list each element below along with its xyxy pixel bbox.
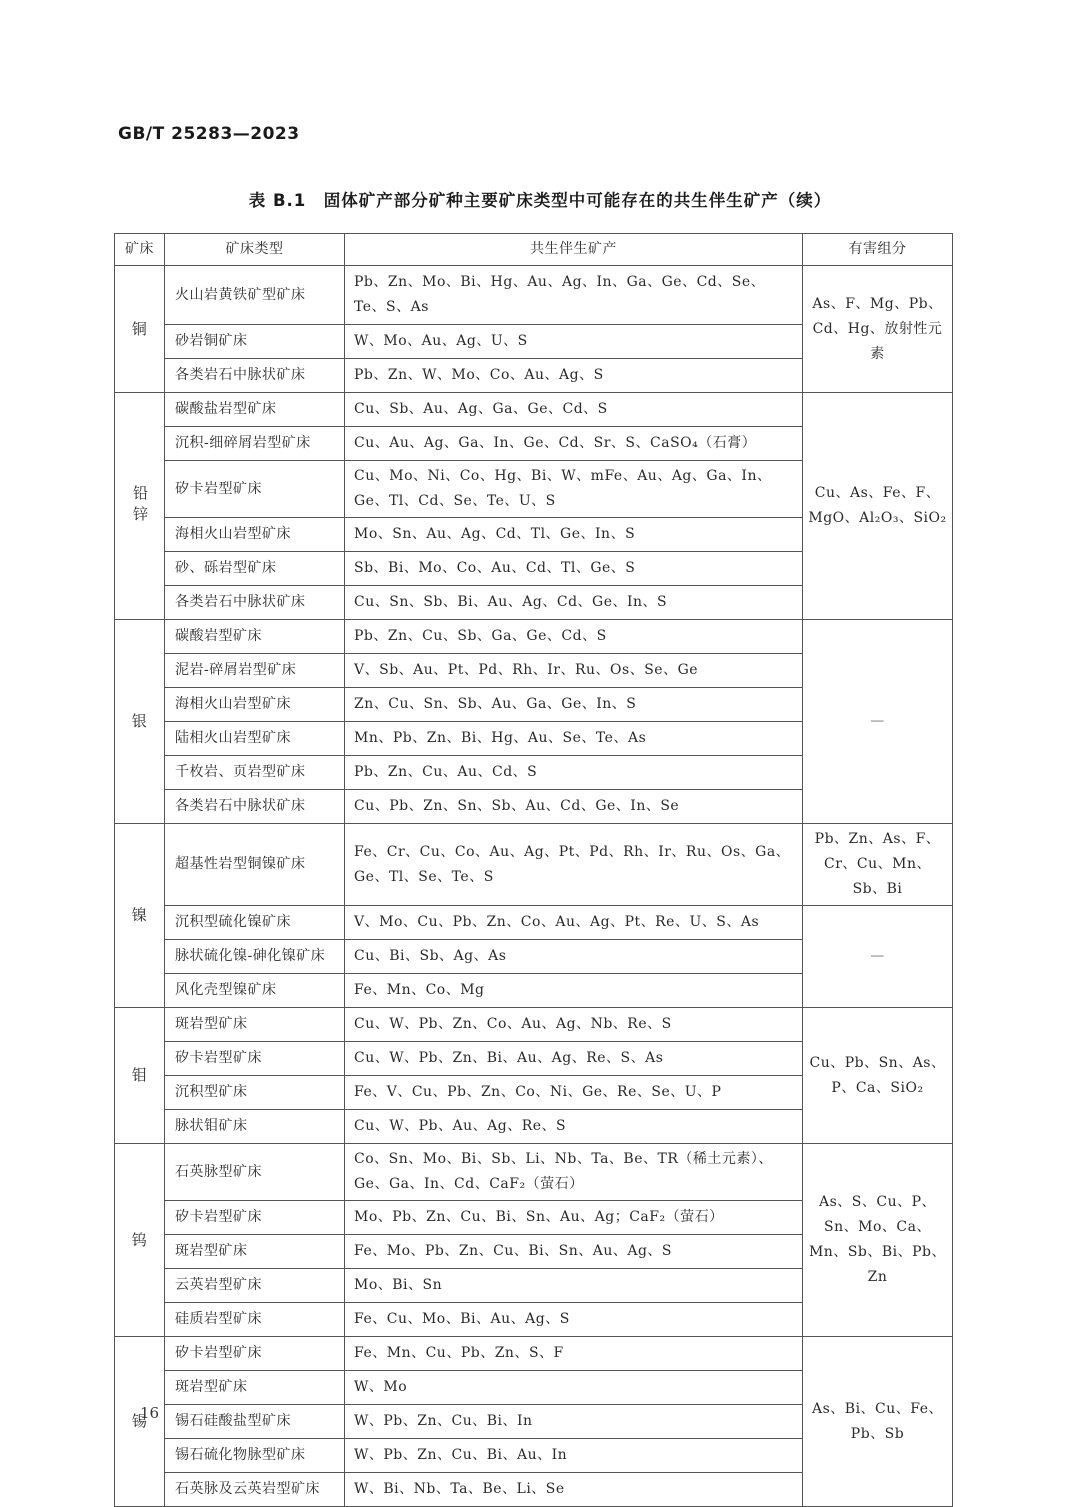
deposit-type-cell: 火山岩黄铁矿型矿床 — [165, 266, 345, 325]
deposit-type-cell: 沉积型硫化镍矿床 — [165, 906, 345, 940]
associated-minerals-cell: W、Bi、Nb、Ta、Be、Li、Se — [345, 1473, 803, 1507]
associated-minerals-cell: Fe、Cr、Cu、Co、Au、Ag、Pt、Pd、Rh、Ir、Ru、Os、Ga、Ge、Tl、Se、Te、S — [345, 824, 803, 906]
deposit-type-cell: 砂、砾岩型矿床 — [165, 552, 345, 586]
table-row — [115, 1144, 953, 1201]
mineral-cell: 钨 — [115, 1144, 165, 1337]
deposit-type-cell: 陆相火山岩型矿床 — [165, 722, 345, 756]
harmful-components-cell: Pb、Zn、As、F、Cr、Cu、Mn、Sb、Bi — [803, 824, 953, 906]
associated-minerals-cell: Mo、Bi、Sn — [345, 1269, 803, 1303]
harmful-components-cell: — — [803, 906, 953, 1008]
associated-minerals-cell: Zn、Cu、Sn、Sb、Au、Ga、Ge、In、S — [345, 688, 803, 722]
associated-minerals-cell: W、Pb、Zn、Cu、Bi、Au、In — [345, 1439, 803, 1473]
deposit-type-cell: 碳酸岩型矿床 — [165, 620, 345, 654]
associated-minerals-cell: Cu、W、Pb、Zn、Co、Au、Ag、Nb、Re、S — [345, 1008, 803, 1042]
deposit-type-cell: 沉积-细碎屑岩型矿床 — [165, 427, 345, 461]
mineral-cell: 银 — [115, 620, 165, 824]
associated-minerals-cell: W、Pb、Zn、Cu、Bi、In — [345, 1405, 803, 1439]
deposit-type-cell: 海相火山岩型矿床 — [165, 688, 345, 722]
deposit-type-cell: 云英岩型矿床 — [165, 1269, 345, 1303]
associated-minerals-cell: Co、Sn、Mo、Bi、Sb、Li、Nb、Ta、Be、TR（稀土元素）、Ge、Ga、In、Cd、CaF₂（萤石） — [345, 1144, 803, 1201]
deposit-type-cell: 各类岩石中脉状矿床 — [165, 586, 345, 620]
associated-minerals-cell: Fe、Mo、Pb、Zn、Cu、Bi、Sn、Au、Ag、S — [345, 1235, 803, 1269]
deposit-type-cell: 斑岩型矿床 — [165, 1235, 345, 1269]
deposit-type-cell: 斑岩型矿床 — [165, 1371, 345, 1405]
table-row — [115, 906, 953, 940]
harmful-components-cell: — — [803, 620, 953, 824]
associated-minerals-cell: Pb、Zn、W、Mo、Co、Au、Ag、S — [345, 359, 803, 393]
associated-minerals-cell: Mn、Pb、Zn、Bi、Hg、Au、Se、Te、As — [345, 722, 803, 756]
deposit-type-cell: 锡石硫化物脉型矿床 — [165, 1439, 345, 1473]
deposit-type-cell: 石英脉及云英岩型矿床 — [165, 1473, 345, 1507]
deposit-type-cell: 矽卡岩型矿床 — [165, 1337, 345, 1371]
associated-minerals-cell: Cu、Au、Ag、Ga、In、Ge、Cd、Sr、S、CaSO₄（石膏） — [345, 427, 803, 461]
associated-minerals-cell: Pb、Zn、Cu、Sb、Ga、Ge、Cd、S — [345, 620, 803, 654]
standard-code: GB/T 25283—2023 — [118, 124, 300, 144]
associated-minerals-cell: Cu、Sb、Au、Ag、Ga、Ge、Cd、S — [345, 393, 803, 427]
mineral-cell: 铜 — [115, 266, 165, 393]
deposit-type-cell: 超基性岩型铜镍矿床 — [165, 824, 345, 906]
associated-minerals-cell: Cu、W、Pb、Zn、Bi、Au、Ag、Re、S、As — [345, 1042, 803, 1076]
table-row — [115, 266, 953, 325]
harmful-components-cell: As、Bi、Cu、Fe、Pb、Sb — [803, 1337, 953, 1507]
harmful-components-cell: Cu、Pb、Sn、As、P、Ca、SiO₂ — [803, 1008, 953, 1144]
associated-minerals-cell: Mo、Sn、Au、Ag、Cd、Tl、Ge、In、S — [345, 518, 803, 552]
associated-minerals-cell: Cu、Sn、Sb、Bi、Au、Ag、Cd、Ge、In、S — [345, 586, 803, 620]
deposit-type-cell: 各类岩石中脉状矿床 — [165, 790, 345, 824]
table-header-row — [115, 234, 953, 266]
associated-minerals-cell: W、Mo、Au、Ag、U、S — [345, 325, 803, 359]
deposit-type-cell: 风化壳型镍矿床 — [165, 974, 345, 1008]
deposit-type-cell: 沉积型矿床 — [165, 1076, 345, 1110]
associated-minerals-cell: Cu、Bi、Sb、Ag、As — [345, 940, 803, 974]
table-caption: 表 B.1 固体矿产部分矿种主要矿床类型中可能存在的共生伴生矿产（续） — [248, 191, 832, 210]
deposit-type-cell: 各类岩石中脉状矿床 — [165, 359, 345, 393]
associated-minerals-cell: Pb、Zn、Cu、Au、Cd、S — [345, 756, 803, 790]
deposit-type-cell: 石英脉型矿床 — [165, 1144, 345, 1201]
mineral-cell: 铅锌 — [115, 393, 165, 620]
associated-minerals-cell: Pb、Zn、Mo、Bi、Hg、Au、Ag、In、Ga、Ge、Cd、Se、Te、S、As — [345, 266, 803, 325]
harmful-components-cell: As、S、Cu、P、Sn、Mo、Ca、Mn、Sb、Bi、Pb、Zn — [803, 1144, 953, 1337]
harmful-components-cell: Cu、As、Fe、F、MgO、Al₂O₃、SiO₂ — [803, 393, 953, 620]
associated-minerals-cell: V、Sb、Au、Pt、Pd、Rh、Ir、Ru、Os、Se、Ge — [345, 654, 803, 688]
associated-minerals-cell: Fe、Mn、Cu、Pb、Zn、S、F — [345, 1337, 803, 1371]
deposit-type-cell: 碳酸盐岩型矿床 — [165, 393, 345, 427]
deposit-type-cell: 锡石硅酸盐型矿床 — [165, 1405, 345, 1439]
deposit-type-cell: 砂岩铜矿床 — [165, 325, 345, 359]
mineral-cell: 钼 — [115, 1008, 165, 1144]
harmful-components-cell: As、F、Mg、Pb、Cd、Hg、放射性元素 — [803, 266, 953, 393]
deposit-type-cell: 矽卡岩型矿床 — [165, 1042, 345, 1076]
deposit-type-cell: 矽卡岩型矿床 — [165, 1201, 345, 1235]
associated-minerals-cell: Cu、Pb、Zn、Sn、Sb、Au、Cd、Ge、In、Se — [345, 790, 803, 824]
table-row — [115, 1008, 953, 1042]
deposit-type-cell: 脉状钼矿床 — [165, 1110, 345, 1144]
associated-minerals-cell: Cu、Mo、Ni、Co、Hg、Bi、W、mFe、Au、Ag、Ga、In、Ge、Tl、Cd、Se、Te、U、S — [345, 461, 803, 518]
mineral-cell: 锡 — [115, 1337, 165, 1507]
associated-minerals-cell: W、Mo — [345, 1371, 803, 1405]
deposit-type-cell: 斑岩型矿床 — [165, 1008, 345, 1042]
associated-minerals-cell: V、Mo、Cu、Pb、Zn、Co、Au、Ag、Pt、Re、U、S、As — [345, 906, 803, 940]
deposit-type-cell: 千枚岩、页岩型矿床 — [165, 756, 345, 790]
page-number: 16 — [140, 1404, 160, 1422]
deposit-type-cell: 海相火山岩型矿床 — [165, 518, 345, 552]
table-row — [115, 1337, 953, 1371]
deposit-type-cell: 泥岩-碎屑岩型矿床 — [165, 654, 345, 688]
associated-minerals-cell: Sb、Bi、Mo、Co、Au、Cd、Tl、Ge、S — [345, 552, 803, 586]
deposit-type-cell: 硅质岩型矿床 — [165, 1303, 345, 1337]
associated-minerals-cell: Mo、Pb、Zn、Cu、Bi、Sn、Au、Ag；CaF₂（萤石） — [345, 1201, 803, 1235]
deposit-type-cell: 脉状硫化镍-砷化镍矿床 — [165, 940, 345, 974]
col-header-deposit: 矿床 — [115, 234, 165, 266]
table-row — [115, 620, 953, 654]
associated-minerals-cell: Cu、W、Pb、Au、Ag、Re、S — [345, 1110, 803, 1144]
mineral-cell: 镍 — [115, 824, 165, 1008]
deposit-type-cell: 矽卡岩型矿床 — [165, 461, 345, 518]
col-header-deposit-type: 矿床类型 — [165, 234, 345, 266]
associated-minerals-cell: Fe、V、Cu、Pb、Zn、Co、Ni、Ge、Re、Se、U、P — [345, 1076, 803, 1110]
associated-minerals-cell: Fe、Mn、Co、Mg — [345, 974, 803, 1008]
table-row — [115, 824, 953, 906]
minerals-table — [114, 233, 953, 1507]
col-header-associated-minerals: 共生伴生矿产 — [345, 234, 803, 266]
associated-minerals-cell: Fe、Cu、Mo、Bi、Au、Ag、S — [345, 1303, 803, 1337]
table-row — [115, 393, 953, 427]
col-header-harmful-components: 有害组分 — [803, 234, 953, 266]
